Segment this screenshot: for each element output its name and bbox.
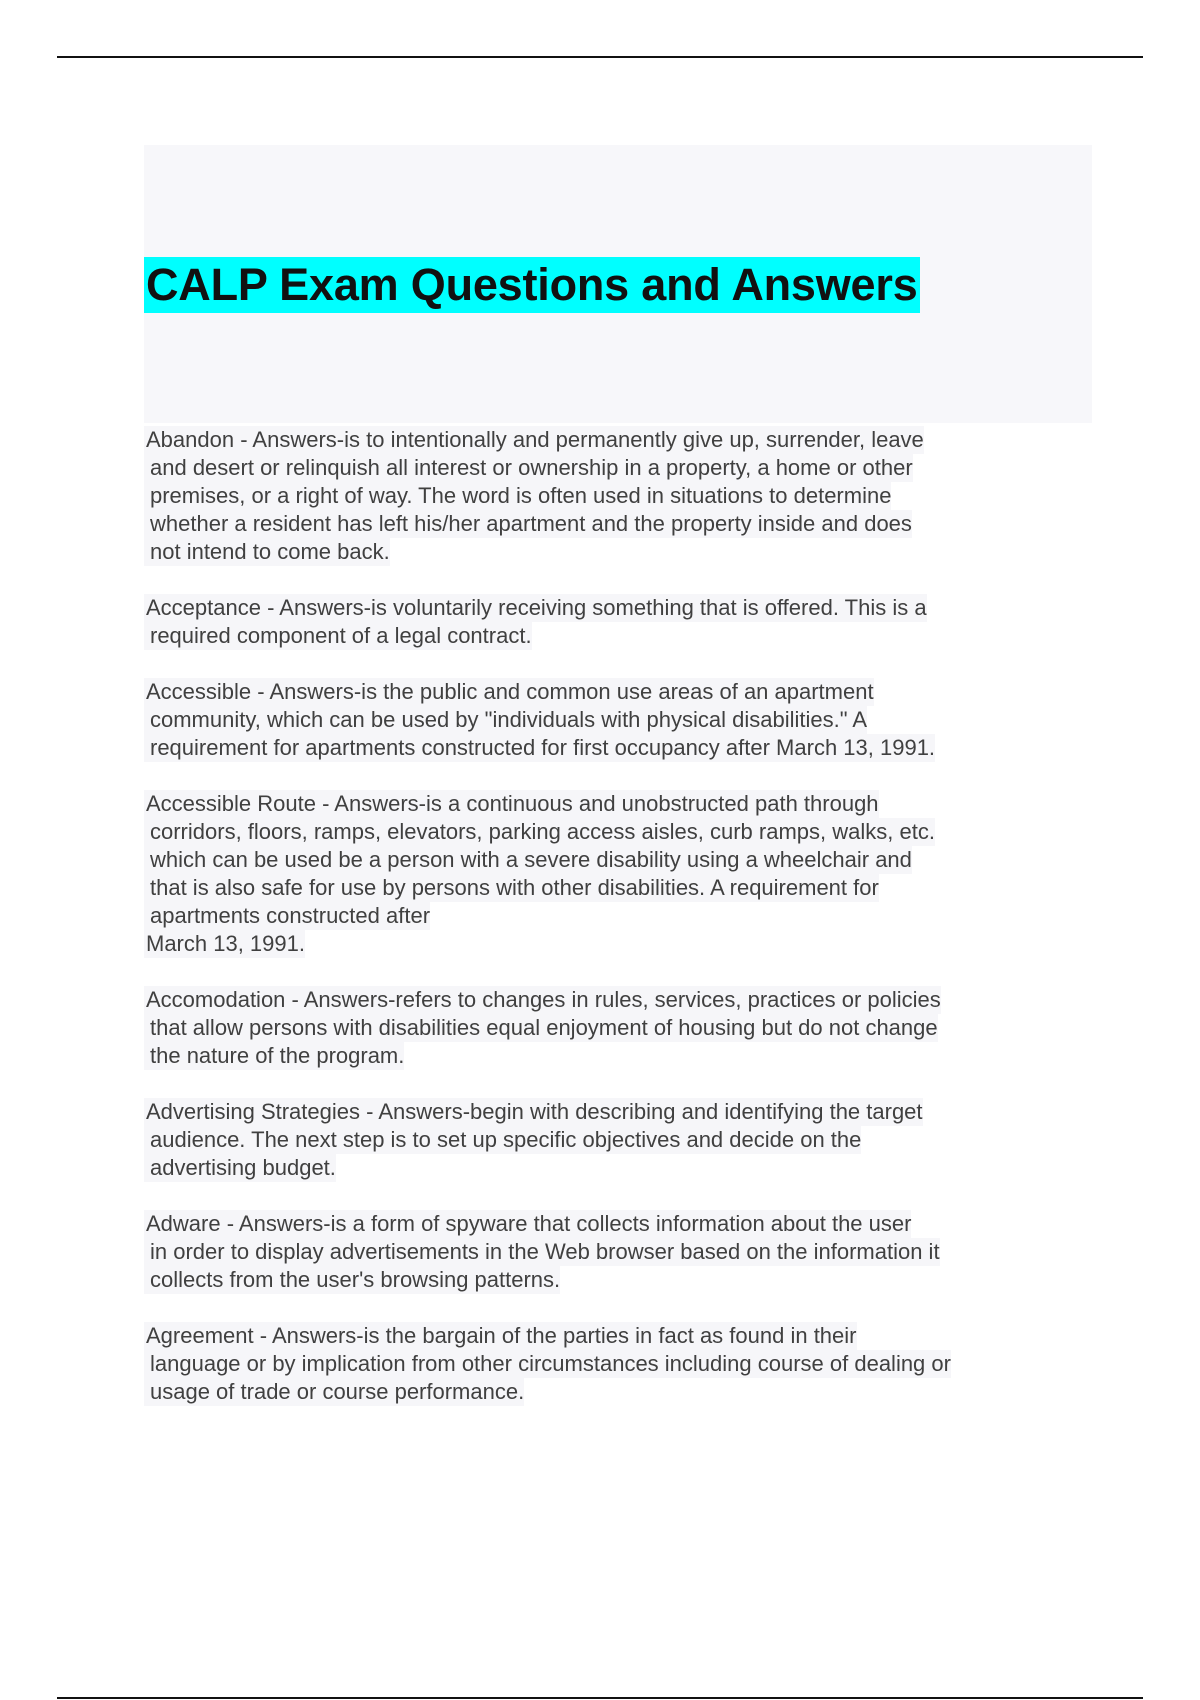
entry-line: Accessible Route - Answers-is a continuous and unobstructed path through xyxy=(146,791,879,816)
glossary-entry xyxy=(144,1210,1094,1294)
glossary-entry xyxy=(144,986,1094,1070)
entry-line: which can be used be a person with a severe disability using a wheelchair and xyxy=(144,846,912,874)
entry-line: Accomodation - Answers-refers to changes in rules, services, practices or policies xyxy=(146,987,941,1012)
glossary-entry xyxy=(144,594,1094,650)
glossary-entry xyxy=(144,426,1094,566)
entry-line: not intend to come back. xyxy=(144,538,390,566)
entry-line: required component of a legal contract. xyxy=(144,622,532,650)
entry-line: corridors, floors, ramps, elevators, parking access aisles, curb ramps, walks, etc. xyxy=(144,818,935,846)
entry-line: Abandon - Answers-is to intentionally and permanently give up, surrender, leave xyxy=(146,427,924,452)
entry-line: Adware - Answers-is a form of spyware that collects information about the user xyxy=(146,1211,912,1236)
bottom-rule xyxy=(57,1697,1143,1699)
entry-line: in order to display advertisements in the Web browser based on the information it xyxy=(144,1238,940,1266)
entry-line: Accessible - Answers-is the public and common use areas of an apartment xyxy=(146,679,874,704)
entry-line: March 13, 1991. xyxy=(146,931,305,956)
entry-line: apartments constructed after xyxy=(144,902,430,930)
entry-line: whether a resident has left his/her apartment and the property inside and does xyxy=(144,510,912,538)
entry-line: and desert or relinquish all interest or ownership in a property, a home or other xyxy=(144,454,913,482)
entry-line: collects from the user's browsing patterns. xyxy=(144,1266,560,1294)
entry-line: that allow persons with disabilities equal enjoyment of housing but do not change xyxy=(144,1014,938,1042)
entry-line: community, which can be used by "individuals with physical disabilities." A xyxy=(144,706,867,734)
glossary-entry xyxy=(144,1322,1094,1406)
entry-line: Advertising Strategies - Answers-begin with describing and identifying the target xyxy=(146,1099,923,1124)
entry-line: audience. The next step is to set up specific objectives and decide on the xyxy=(144,1126,861,1154)
entry-line: Acceptance - Answers-is voluntarily receiving something that is offered. This is a xyxy=(146,595,927,620)
entry-line: the nature of the program. xyxy=(144,1042,404,1070)
entry-line: premises, or a right of way. The word is often used in situations to determine xyxy=(144,482,891,510)
top-rule xyxy=(57,56,1143,58)
entry-line: Agreement - Answers-is the bargain of the parties in fact as found in their xyxy=(146,1323,857,1348)
entry-line: requirement for apartments constructed for first occupancy after March 13, 1991. xyxy=(144,734,935,762)
entry-line: that is also safe for use by persons with other disabilities. A requirement for xyxy=(144,874,879,902)
glossary-entry xyxy=(144,1098,1094,1182)
title-block xyxy=(144,145,1092,423)
glossary-entry xyxy=(144,790,1094,958)
glossary-entry xyxy=(144,678,1094,762)
glossary-entries xyxy=(144,426,1094,1434)
entry-line: advertising budget. xyxy=(144,1154,336,1182)
entry-line: language or by implication from other circumstances including course of dealing or xyxy=(144,1350,951,1378)
entry-line: usage of trade or course performance. xyxy=(144,1378,524,1406)
page-title: CALP Exam Questions and Answers xyxy=(144,257,920,313)
